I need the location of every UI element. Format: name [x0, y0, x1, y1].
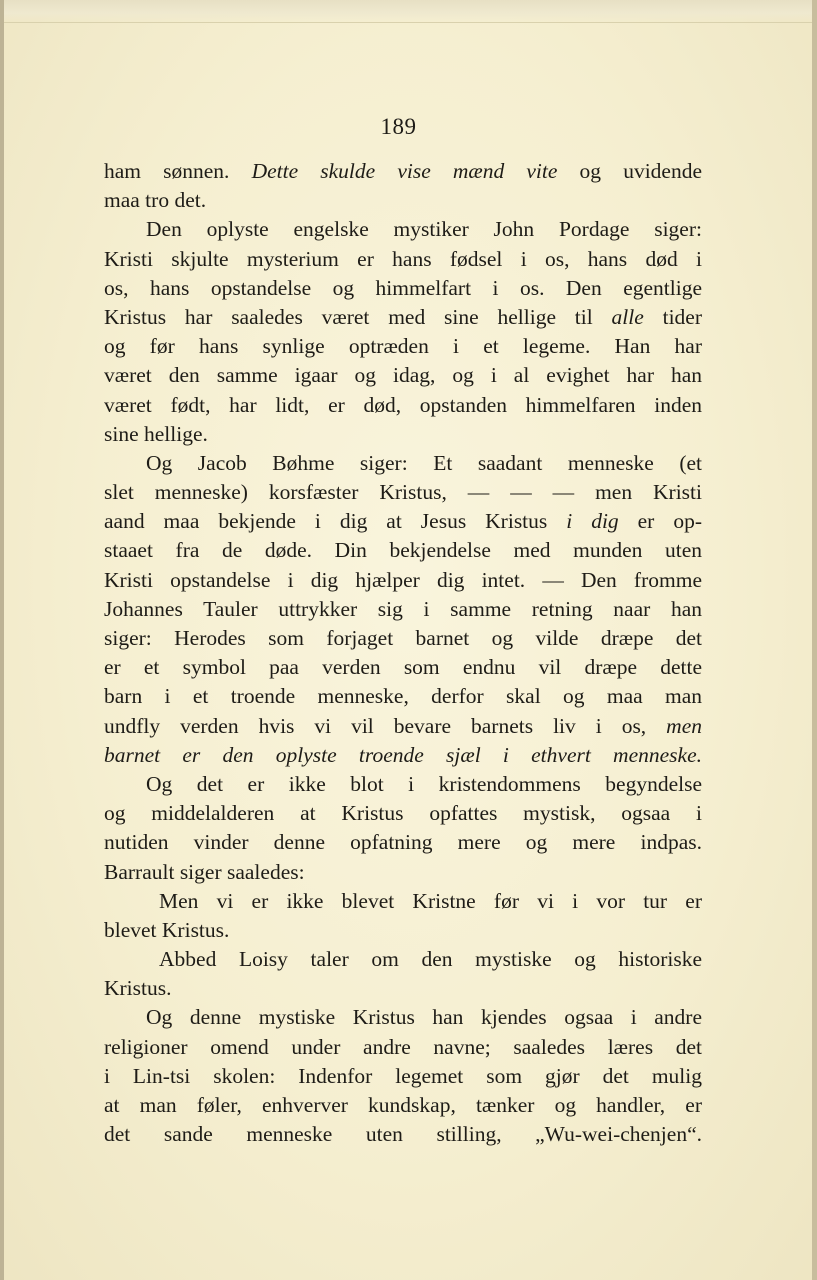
- text-segment: og uvidende: [557, 159, 702, 183]
- text-line: [104, 653, 702, 682]
- text-line: [104, 186, 702, 215]
- text-segment: os, hans opstandelse og himmelfart i os. Den egentlige: [104, 275, 702, 300]
- text-line: [104, 799, 702, 828]
- text-line: [104, 887, 702, 916]
- text-line: [104, 245, 702, 274]
- text-segment: Kristus.: [104, 976, 172, 1001]
- text-segment: barn i et troende menneske, derfor skal og maa man: [104, 684, 702, 709]
- page-number: 189: [380, 114, 417, 139]
- text-line: [104, 828, 702, 857]
- text-segment: ham sønnen.: [104, 159, 252, 183]
- text-segment: Barrault siger saaledes:: [104, 859, 305, 884]
- text-line: [104, 536, 702, 565]
- text-line: [104, 1062, 702, 1091]
- text-line: [104, 274, 702, 303]
- text-segment: i Lin-tsi skolen: Indenfor legemet som gjør det mulig: [104, 1063, 702, 1088]
- text-segment: Og Jacob Bøhme siger: Et saadant menneske (et: [146, 450, 702, 475]
- text-segment: Kristi opstandelse i dig hjælper dig intet. — Den fromme: [104, 567, 702, 592]
- text-line: [104, 566, 702, 595]
- text-line: [104, 332, 702, 361]
- text-line: [104, 945, 702, 974]
- text-segment: tider: [643, 304, 702, 329]
- text-line: [104, 449, 702, 478]
- text-segment: er op-: [618, 509, 702, 534]
- page-right-edge: [812, 0, 817, 1280]
- text-line: [104, 507, 702, 536]
- italic-text: barnet er den oplyste troende sjæl i ethvert menneske.: [104, 742, 702, 767]
- text-line: [104, 858, 702, 887]
- text-segment: sine hellige.: [104, 421, 208, 446]
- text-line: [104, 741, 702, 770]
- text-segment: nutiden vinder denne opfatning mere og mere indpas.: [104, 830, 702, 855]
- italic-text: alle: [611, 304, 644, 329]
- text-line: [104, 624, 702, 653]
- italic-text: Dette skulde vise mænd vite: [251, 159, 558, 183]
- text-line: [104, 916, 702, 945]
- text-segment: maa tro det.: [104, 188, 207, 213]
- text-line: [104, 974, 702, 1003]
- text-line: [104, 1033, 702, 1062]
- text-segment: undfly verden hvis vi vil bevare barnets liv i os,: [104, 713, 667, 738]
- text-segment: at man føler, enhverver kundskap, tænker og handler, er: [104, 1093, 702, 1117]
- text-segment: Abbed Loisy taler om den mystiske og historiske: [159, 947, 702, 972]
- text-line: [104, 303, 702, 332]
- text-line: [104, 157, 702, 186]
- text-segment: aand maa bekjende i dig at Jesus Kristus: [104, 509, 567, 534]
- text-line: [104, 1003, 702, 1032]
- text-segment: det sande menneske uten stilling, „Wu-wei-chenjen“.: [104, 1122, 702, 1147]
- text-segment: siger: Herodes som forjaget barnet og vilde dræpe det: [104, 626, 702, 650]
- text-line: [104, 391, 702, 420]
- text-segment: blevet Kristus.: [104, 917, 230, 942]
- text-segment: Johannes Tauler uttrykker sig i samme retning naar han: [104, 596, 702, 621]
- italic-text: i dig: [566, 509, 619, 534]
- page-top-edge: [0, 0, 817, 23]
- text-segment: staaet fra de døde. Din bekjendelse med munden uten: [104, 538, 702, 563]
- body-text: [104, 157, 702, 1149]
- text-segment: Og denne mystiske Kristus han kjendes ogsaa i andre: [146, 1005, 702, 1030]
- text-line: [104, 1091, 702, 1120]
- text-line: [104, 682, 702, 711]
- text-segment: Kristus har saaledes været med sine hellige til: [104, 304, 612, 329]
- text-line: [104, 215, 702, 244]
- text-line: [104, 361, 702, 390]
- italic-text: men: [666, 713, 702, 738]
- text-segment: slet menneske) korsfæster Kristus, — — — men Kristi: [104, 480, 702, 505]
- text-segment: været født, har lidt, er død, opstanden himmelfaren inden: [104, 392, 702, 417]
- text-line: [104, 420, 702, 449]
- text-segment: religioner omend under andre navne; saaledes læres det: [104, 1034, 702, 1059]
- text-segment: er et symbol paa verden som endnu vil dræpe dette: [104, 655, 702, 680]
- text-segment: Kristi skjulte mysterium er hans fødsel i os, hans død i: [104, 246, 702, 271]
- text-line: [104, 1120, 702, 1149]
- text-segment: Men vi er ikke blevet Kristne før vi i vor tur er: [159, 888, 702, 913]
- text-segment: været den samme igaar og idag, og i al evighet har han: [104, 363, 702, 388]
- text-segment: og før hans synlige optræden i et legeme. Han har: [104, 334, 702, 359]
- page-left-edge: [0, 0, 4, 1280]
- text-line: [104, 595, 702, 624]
- text-segment: og middelalderen at Kristus opfattes mystisk, ogsaa i: [104, 801, 702, 826]
- text-segment: Og det er ikke blot i kristendommens begyndelse: [146, 771, 702, 796]
- text-segment: Den oplyste engelske mystiker John Pordage siger:: [146, 217, 702, 242]
- text-line: [104, 478, 702, 507]
- text-line: [104, 770, 702, 799]
- text-line: [104, 712, 702, 741]
